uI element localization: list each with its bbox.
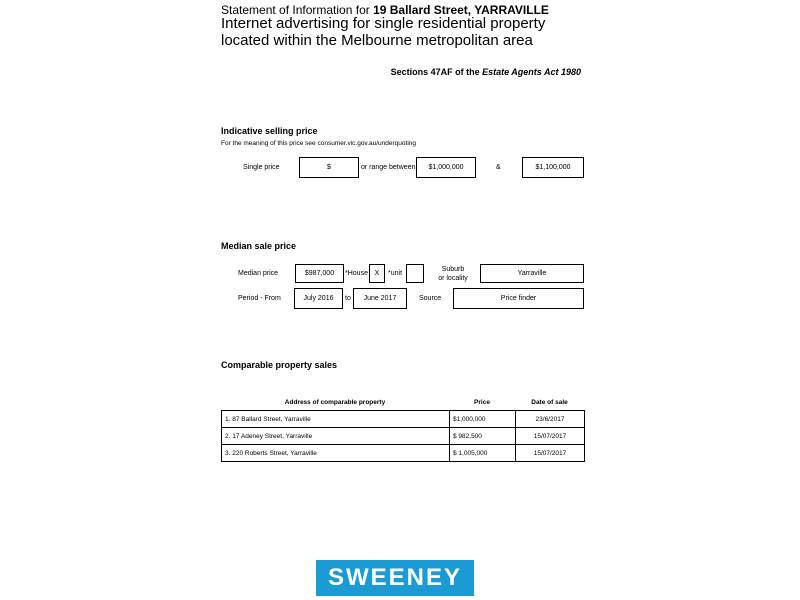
row-address: 1. 87 Ballard Street, Yarraville — [222, 411, 450, 428]
comparable-sales-table — [221, 410, 585, 462]
column-header-price: Price — [474, 399, 490, 406]
sections-reference — [390, 67, 581, 77]
to-label: to — [345, 295, 351, 302]
property-address: 19 Ballard Street, YARRAVILLE — [373, 3, 549, 17]
period-label: Period - From — [238, 295, 281, 302]
row-address: 2. 17 Adeney Street, Yarraville — [222, 428, 450, 445]
sections-prefix: Sections 47AF of the — [390, 67, 483, 77]
column-header-address: Address of comparable property — [284, 399, 386, 406]
range-low-field[interactable]: $1,000,000 — [416, 157, 476, 178]
unit-checkbox[interactable] — [406, 264, 424, 283]
range-ampersand: & — [496, 164, 501, 171]
sweeney-logo — [316, 560, 474, 596]
indicative-heading: Indicative selling price — [221, 126, 318, 136]
range-label: or range between — [361, 164, 416, 171]
suburb-field[interactable]: Yarraville — [480, 264, 584, 283]
suburb-label-line-2: or locality — [438, 275, 468, 282]
table-row — [222, 445, 585, 462]
row-address: 3. 220 Roberts Street, Yarraville — [222, 445, 450, 462]
table-row — [222, 411, 585, 428]
row-price: $ 1,005,000 — [450, 445, 516, 462]
period-from-field[interactable]: July 2016 — [294, 288, 343, 309]
table-row — [222, 428, 585, 445]
row-date: 15/07/2017 — [516, 445, 585, 462]
statement-prefix: Statement of Information for — [221, 3, 374, 17]
house-checkbox[interactable]: X — [369, 264, 385, 283]
row-price: $ 982,500 — [450, 428, 516, 445]
document-subtitle: Internet advertising for single residential property located within the Melbourne metropolitan area — [221, 15, 546, 49]
house-label: *House — [345, 270, 368, 277]
unit-label: *unit — [388, 270, 403, 277]
row-date: 15/07/2017 — [516, 428, 585, 445]
column-header-date: Date of sale — [531, 399, 568, 406]
median-heading: Median sale price — [221, 241, 297, 251]
median-price-label: Median price — [238, 270, 279, 277]
indicative-note: For the meaning of this price see consumer.vic.gov.au/underquoting — [221, 140, 416, 147]
suburb-label-line-1: Suburb — [441, 266, 465, 273]
range-high-field[interactable]: $1,100,000 — [522, 157, 584, 178]
row-date: 23/6/2017 — [516, 411, 585, 428]
source-label: Source — [419, 295, 442, 302]
single-price-label: Single price — [243, 164, 280, 171]
source-field[interactable]: Price finder — [453, 288, 584, 309]
comparable-heading: Comparable property sales — [221, 360, 338, 370]
median-price-field[interactable]: $987,000 — [295, 264, 344, 283]
row-price: $1,000,000 — [450, 411, 516, 428]
period-to-field[interactable]: June 2017 — [353, 288, 407, 309]
single-price-field[interactable]: $ — [299, 157, 359, 178]
suburb-label — [432, 265, 474, 283]
logo-text: SWEENEY — [327, 564, 463, 591]
sections-act: Estate Agents Act 1980 — [482, 67, 581, 77]
